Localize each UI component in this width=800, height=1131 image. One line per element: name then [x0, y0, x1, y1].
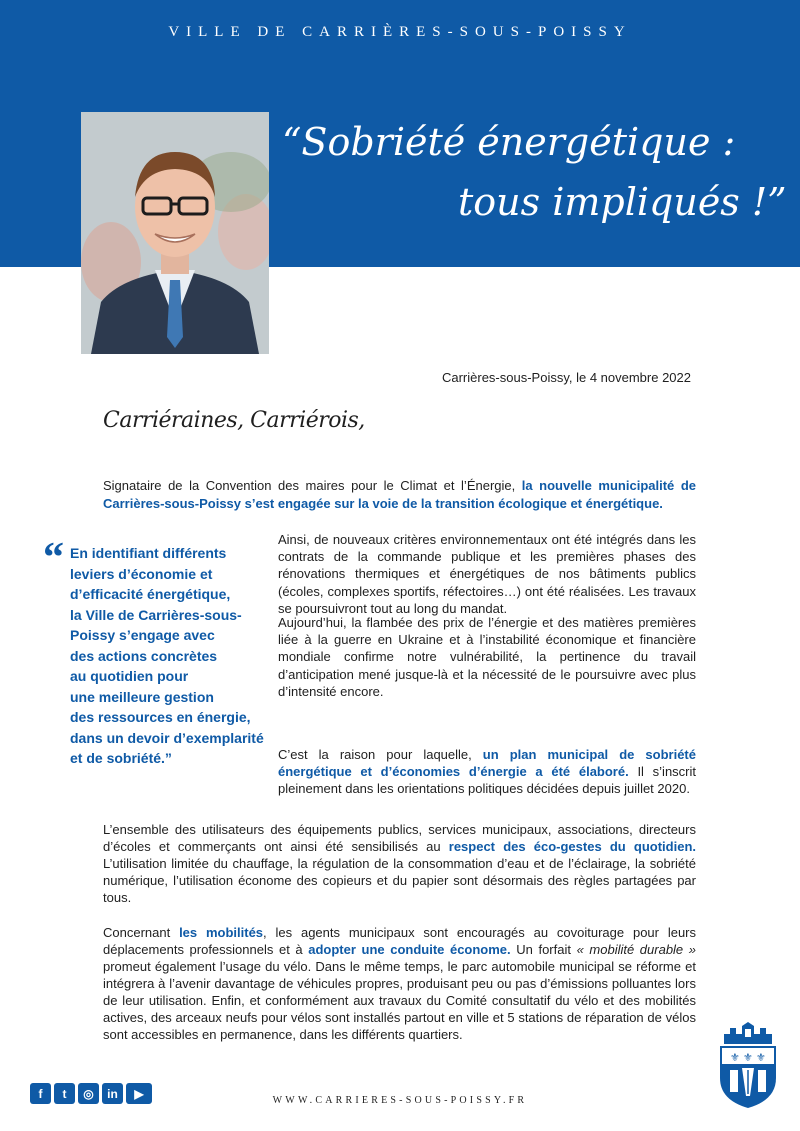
intro-text: Signataire de la Convention des maires pour le Climat et l’Énergie,	[103, 478, 522, 493]
paragraph-plan	[278, 746, 696, 798]
intro-paragraph	[103, 477, 696, 512]
pull-quote-line: des actions concrètes	[70, 647, 218, 664]
website-link[interactable]: WWW.CARRIERES-SOUS-POISSY.FR	[272, 1095, 528, 1106]
pull-quote-line: la Ville de Carrières-sous-	[70, 606, 242, 623]
youtube-icon[interactable]: ▶	[126, 1083, 152, 1104]
mobility-text-b: , les agents municipaux sont encouragés au covoiturage pour leurs déplacements professionnels et à	[103, 925, 697, 957]
eco-text-after: L’utilisation limitée du chauffage, la régulation de la consommation d’eau et de l’éclairage, la sobriété numérique, l’utilisation économe des copieurs et du papier sont désormais des règles partagées par tous.	[103, 856, 696, 905]
portrait-photo	[81, 112, 269, 354]
eco-highlight: respect des éco-gestes du quotidien.	[448, 839, 697, 854]
mobility-highlight-2: adopter une conduite économe.	[308, 942, 511, 957]
svg-text:⚜: ⚜	[756, 1051, 766, 1064]
pull-quote-line: et de sobriété.”	[70, 750, 172, 766]
salutation: Carriéraines, Carriérois,	[103, 408, 365, 433]
pull-quote-line: dans un devoir d’exemplarité	[70, 729, 264, 746]
linkedin-icon[interactable]: in	[102, 1083, 123, 1104]
paragraph-eco-gestures	[103, 821, 696, 906]
title-line-2: tous impliqués !”	[458, 180, 787, 224]
paragraph-mobility	[103, 924, 696, 1043]
pull-quote-line: des ressources en énergie,	[70, 709, 251, 725]
plan-text-before: C’est la raison pour laquelle,	[278, 747, 483, 762]
twitter-icon[interactable]: t	[54, 1083, 75, 1104]
city-name: VILLE DE CARRIÈRES-SOUS-POISSY	[168, 24, 632, 40]
pull-quote-line: Poissy s’engage avec	[70, 627, 215, 643]
eco-text-before: L’ensemble des utilisateurs des équipements publics, services municipaux, associations, directeurs d’écoles et commerçants ont ainsi été sensibilisés au	[103, 822, 696, 854]
mobility-text-a: Concernant	[103, 925, 180, 940]
city-crest-icon	[716, 1020, 780, 1110]
pull-quote-line: une meilleure gestion	[70, 688, 214, 705]
quote-mark-icon: “	[43, 535, 64, 581]
instagram-icon[interactable]: ◎	[78, 1083, 99, 1104]
pull-quote-line: au quotidien pour	[70, 668, 189, 684]
pull-quote-line: En identifiant différents	[70, 545, 227, 561]
date-line: Carrières-sous-Poissy, le 4 novembre 2022	[441, 370, 691, 385]
pull-quote-line: d’efficacité énergétique,	[70, 586, 231, 602]
mobility-emphasis: « mobilité durable »	[576, 942, 696, 957]
svg-text:⚜: ⚜	[730, 1051, 740, 1064]
facebook-icon[interactable]: f	[30, 1083, 51, 1104]
pull-quote-line: leviers d’économie et	[70, 565, 213, 582]
paragraph-context: Aujourd’hui, la flambée des prix de l’énergie et des matières premières liée à la guerre en Ukraine et à l’instabilité économique et financière mondiale confirme notre vulnérabilité, la pertinence du travail d’anticipation mené jusque-là et la nécessité de le poursuivre avec plus d’intensité encore.	[278, 615, 696, 699]
mobility-text-c: Un forfait	[510, 942, 577, 957]
pull-quote-text	[70, 543, 264, 769]
plan-text-after: Il s’inscrit pleinement dans les orientations politiques décidées depuis juillet 2020.	[278, 764, 696, 797]
title-line-1: “Sobriété énergétique :	[282, 120, 736, 164]
mobility-text-d: promeut également l’usage du vélo. Dans le même temps, le parc automobile municipal se réforme et intégrera à l’avenir davantage de véhicules propres, produisant peu ou pas d’émissions polluantes lors de leur utilisation. Enfin, et conformément aux travaux du Comité consultatif du vélo et des mobilités actives, des arceaux neufs pour vélos sont installés partout en ville et 5 stations de réparation de vélos sont accessibles en permanence, dans les différents quartiers.	[103, 959, 696, 1042]
svg-text:⚜: ⚜	[743, 1051, 753, 1064]
plan-highlight: un plan municipal de sobriété énergétique et d’économies d’énergie a été élaboré.	[278, 747, 696, 780]
mobility-highlight-1: les mobilités	[179, 925, 264, 940]
paragraph-criteria: Ainsi, de nouveaux critères environnementaux ont été intégrés dans les contrats de la commande publique et les premières phases des rénovations thermiques et énergétiques de nos bâtiments publics (écoles, complexes sportifs, réfectoires…) ont été réalisées. Les travaux se poursuivront tout au long du mandat.	[278, 532, 696, 616]
intro-highlight: la nouvelle municipalité de Carrières-sous-Poissy s’est engagée sur la voie de la transition écologique et énergétique.	[103, 478, 696, 511]
